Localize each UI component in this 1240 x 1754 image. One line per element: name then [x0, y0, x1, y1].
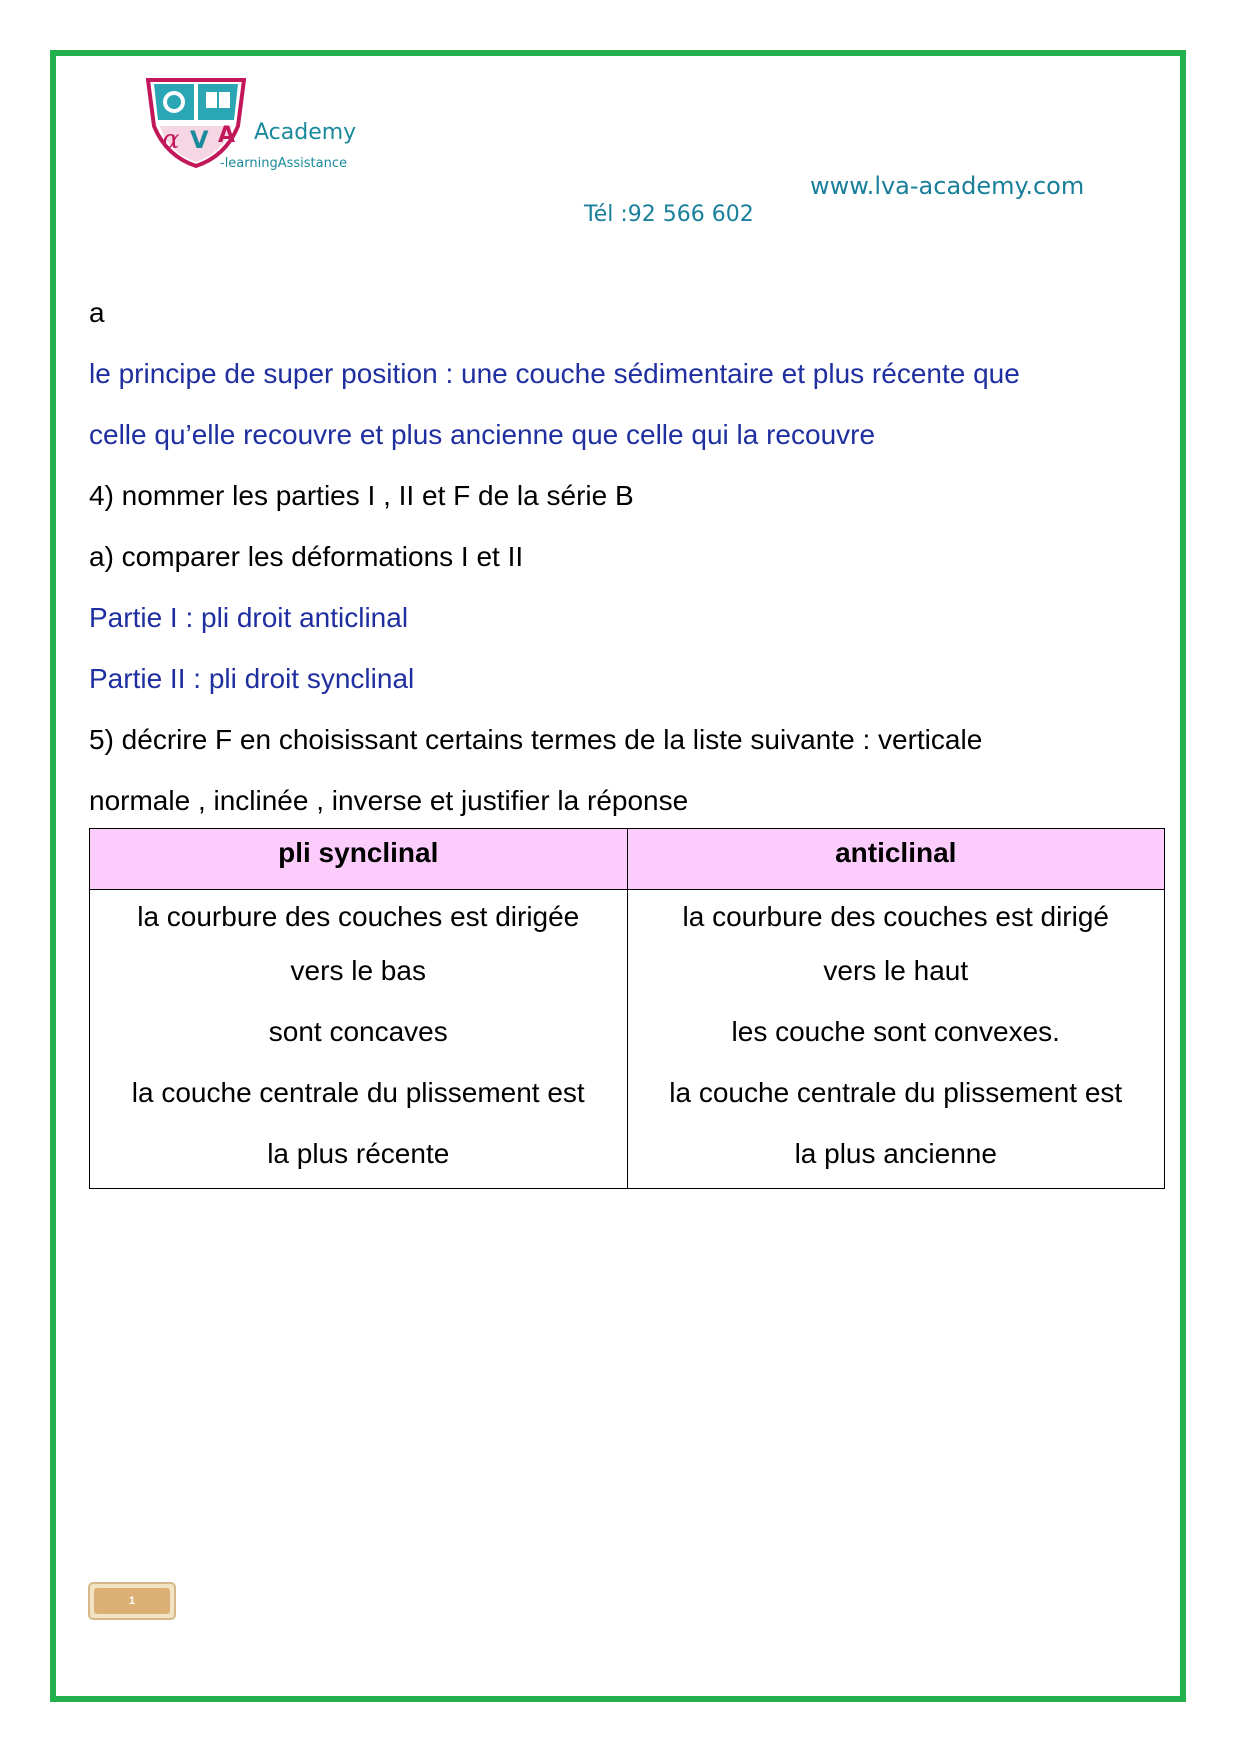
- page-number: 1: [94, 1588, 170, 1614]
- text-line: a: [89, 297, 105, 328]
- cell-line: la courbure des couches est dirigée: [137, 901, 580, 932]
- comparison-table: [89, 828, 1165, 1189]
- page-number-badge: [88, 1582, 176, 1620]
- cell-line: la courbure des couches est dirigé: [682, 901, 1109, 932]
- text-line: celle qu’elle recouvre et plus ancienne que celle qui la recouvre: [89, 419, 876, 450]
- cell-line: sont concaves: [268, 1016, 448, 1047]
- text-line: normale , inclinée , inverse et justifier la réponse: [89, 785, 689, 816]
- phone-number: Tél :92 566 602: [584, 202, 754, 227]
- anticlinal-description-cell: [627, 890, 1165, 1189]
- academy-logo: [146, 76, 386, 176]
- svg-text:α: α: [162, 125, 180, 155]
- text-line: a) comparer les déformations I et II: [89, 541, 524, 572]
- document-body: [89, 282, 1169, 831]
- shield-logo-icon: [146, 76, 246, 168]
- svg-text:V: V: [190, 126, 209, 154]
- text-line: 4) nommer les parties I , II et F de la série B: [89, 480, 634, 511]
- cell-line: vers le bas: [290, 955, 426, 986]
- text-line: le principe de super position : une couche sédimentaire et plus récente que: [89, 358, 1020, 389]
- table-header-row: [90, 829, 1165, 890]
- synclinal-description-cell: [90, 890, 628, 1189]
- svg-text:A: A: [218, 123, 236, 148]
- cell-line: la couche centrale du plissement est: [131, 1077, 585, 1108]
- table-row: [90, 890, 1165, 1189]
- logo-tagline: -learningAssistance: [220, 156, 347, 171]
- cell-line: vers le haut: [823, 955, 969, 986]
- website-link[interactable]: www.lva-academy.com: [810, 172, 1085, 200]
- cell-line: la couche centrale du plissement est: [669, 1077, 1123, 1108]
- cell-line: la plus récente: [267, 1138, 450, 1169]
- logo-brand-text: Academy: [254, 120, 357, 145]
- cell-line: les couche sont convexes.: [731, 1016, 1060, 1047]
- text-line: Partie II : pli droit synclinal: [89, 663, 415, 694]
- cell-line: la plus ancienne: [794, 1138, 997, 1169]
- table-header-anticlinal: anticlinal: [627, 829, 1165, 890]
- text-line: Partie I : pli droit anticlinal: [89, 602, 409, 633]
- table-header-synclinal: pli synclinal: [90, 829, 628, 890]
- text-line: 5) décrire F en choisissant certains termes de la liste suivante : verticale: [89, 724, 983, 755]
